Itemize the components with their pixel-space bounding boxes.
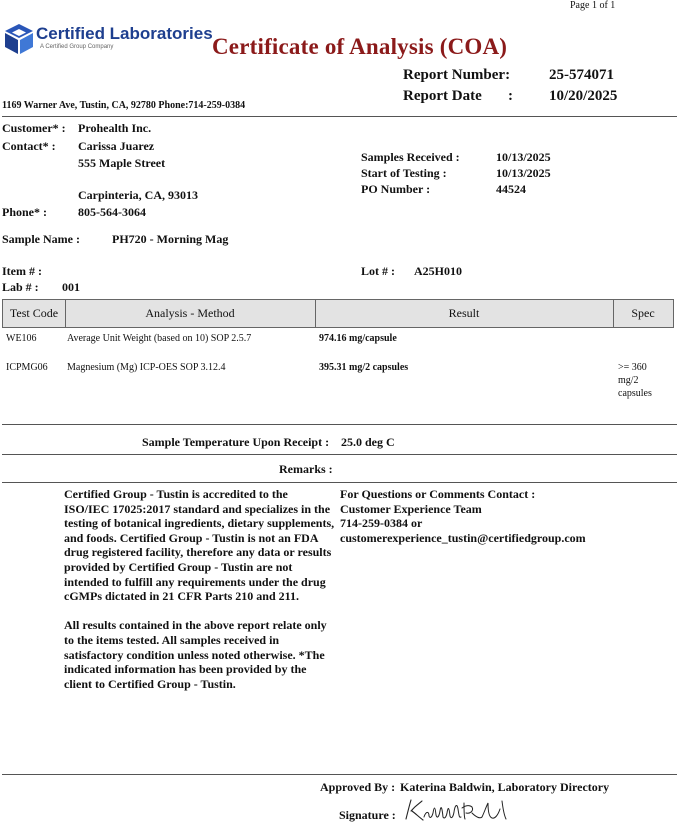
report-date-separator: : <box>508 88 513 104</box>
row-spec-line1: >= 360 <box>618 362 647 373</box>
po-number: 44524 <box>496 182 526 196</box>
samples-received-date: 10/13/2025 <box>496 150 551 164</box>
start-testing-label: Start of Testing : <box>361 166 447 180</box>
contact-phone: 714-259-0384 or <box>340 516 423 531</box>
customer-name: Prohealth Inc. <box>78 121 152 135</box>
contact-street: 555 Maple Street <box>78 156 166 170</box>
results-table-header <box>2 299 674 328</box>
phone-label: Phone* : <box>2 205 47 219</box>
row-spec-line3: capsules <box>618 388 652 399</box>
row-method: Average Unit Weight (based on 10) SOP 2.5.7 <box>67 333 252 344</box>
lab-number: 001 <box>62 280 80 294</box>
report-date-label: Report Date <box>403 88 482 104</box>
logo-name: Certified Laboratories <box>36 24 213 43</box>
row-result: 974.16 mg/capsule <box>319 333 397 344</box>
document-title: Certificate of Analysis (COA) <box>212 34 508 59</box>
item-label: Item # : <box>2 264 42 278</box>
cube-logo-icon <box>2 22 36 56</box>
remarks-disclaimer <box>64 487 336 706</box>
header-result: Result <box>315 300 614 327</box>
row-spec-line2: mg/2 <box>618 375 639 386</box>
divider <box>2 424 677 425</box>
logo-tagline: A Certified Group Company <box>40 44 114 50</box>
sample-name-label: Sample Name : <box>2 232 80 246</box>
report-number: 25-574071 <box>549 67 614 83</box>
temperature-value: 25.0 deg C <box>341 435 395 449</box>
samples-received-label: Samples Received : <box>361 150 460 164</box>
divider <box>2 454 677 455</box>
lab-address: 1169 Warner Ave, Tustin, CA, 92780 Phone:714-259-0384 <box>2 100 246 111</box>
page-number: Page 1 of 1 <box>570 0 616 11</box>
header-spec: Spec <box>631 306 655 320</box>
approver-name: Katerina Baldwin, Laboratory Directory <box>400 780 610 794</box>
accreditation-paragraph: Certified Group - Tustin is accredited to the ISO/IEC 17025:2017 standard and specializes in the testing of botanical ingredients, dietary supplements, and foods. Certified Group - Tustin is not an FDA drug registered facility, therefore any data or results provided by Certified Group - Tustin are not intended to fulfill any requirements under the drug cGMPs dictated in 21 CFR Parts 210 and 211. <box>64 487 335 604</box>
start-testing-date: 10/13/2025 <box>496 166 551 180</box>
remarks-label: Remarks : <box>279 462 333 476</box>
approved-by-label: Approved By : <box>320 780 396 794</box>
lot-label: Lot # : <box>361 264 395 278</box>
contact-title: For Questions or Comments Contact : <box>340 487 536 501</box>
report-number-label: Report Number: <box>403 67 511 83</box>
contact-email: customerexperience_tustin@certifiedgroup.com <box>340 530 586 545</box>
lot-number: A25H010 <box>414 264 462 278</box>
customer-label: Customer* : <box>2 121 66 135</box>
row-method: Magnesium (Mg) ICP-OES SOP 3.12.4 <box>67 362 226 373</box>
po-number-label: PO Number : <box>361 182 431 196</box>
report-date: 10/20/2025 <box>549 88 618 104</box>
divider <box>2 774 677 775</box>
phone-number: 805-564-3064 <box>78 205 146 219</box>
row-test-code: ICPMG06 <box>6 362 48 373</box>
contact-name: Carissa Juarez <box>78 139 155 153</box>
handwritten-signature <box>402 797 526 823</box>
contact-info <box>340 487 640 545</box>
row-result: 395.31 mg/2 capsules <box>319 362 409 373</box>
header-test-code: Test Code <box>3 300 66 327</box>
contact-label: Contact* : <box>2 139 56 153</box>
signature-label: Signature : <box>339 808 396 822</box>
company-logo <box>2 22 212 56</box>
contact-team: Customer Experience Team <box>340 501 482 516</box>
lab-label: Lab # : <box>2 280 39 294</box>
header-analysis-method: Analysis - Method <box>65 300 316 327</box>
sample-name: PH720 - Morning Mag <box>112 232 229 246</box>
results-paragraph: All results contained in the above report relate only to the items tested. All samples received in satisfactory condition unless noted otherwise. *The indicated information has been provided by the client to Certified Group - Tustin. <box>64 618 327 691</box>
contact-city: Carpinteria, CA, 93013 <box>78 188 198 202</box>
divider <box>2 116 677 117</box>
divider <box>2 482 677 483</box>
temperature-label: Sample Temperature Upon Receipt : <box>142 435 330 449</box>
row-test-code: WE106 <box>6 333 37 344</box>
